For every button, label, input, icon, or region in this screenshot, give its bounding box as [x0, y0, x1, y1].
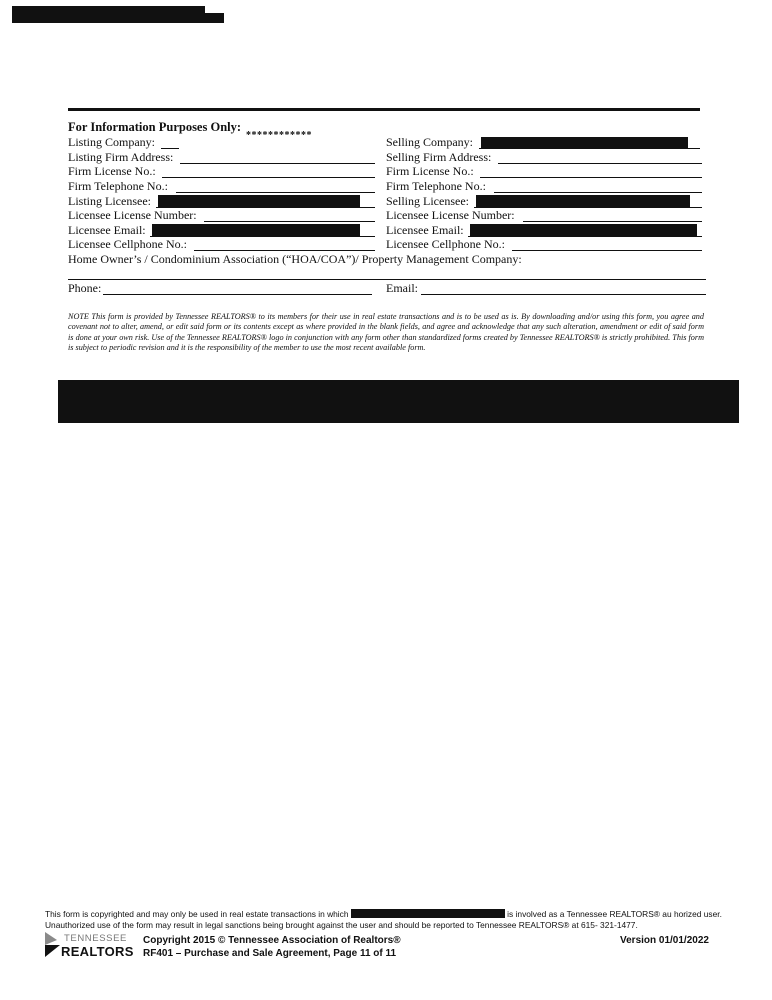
selling-licensee-number-field[interactable]: [523, 209, 702, 222]
selling-licensee-cellphone-label: Licensee Cellphone No.:: [386, 237, 505, 251]
logo-top-text: TENNESSEE: [64, 933, 127, 944]
realtors-mark-icon: [44, 932, 62, 958]
listing-licensee-number-label: Licensee License Number:: [68, 208, 197, 222]
section-rule: [68, 108, 700, 111]
version-label: Version 01/01/2022: [620, 935, 709, 946]
hoa-email-label: Email:: [386, 281, 418, 295]
listing-licensee-email-label: Licensee Email:: [68, 223, 146, 237]
selling-licensee-cellphone-field[interactable]: [512, 238, 702, 251]
hoa-label: Home Owner’s / Condominium Association (“HOA/COA”)/ Property Management Company:: [68, 252, 522, 266]
redaction-selling-licensee: [476, 195, 690, 207]
listing-licensee-label: Listing Licensee:: [68, 194, 151, 208]
selling-firm-license-field[interactable]: [480, 165, 702, 178]
listing-company-field[interactable]: [161, 136, 179, 149]
listing-firm-address-label: Listing Firm Address:: [68, 150, 174, 164]
selling-firm-address-field[interactable]: [498, 151, 702, 164]
hoa-email-field[interactable]: [421, 282, 706, 295]
form-page-line: RF401 – Purchase and Sale Agreement, Page 11 of 11: [143, 948, 397, 959]
listing-firm-address-field[interactable]: [180, 151, 375, 164]
selling-licensee-label: Selling Licensee:: [386, 194, 469, 208]
listing-firm-telephone-label: Firm Telephone No.:: [68, 179, 168, 193]
selling-firm-telephone-field[interactable]: [494, 180, 702, 193]
redaction-selling-email: [470, 224, 697, 236]
listing-firm-license-field[interactable]: [162, 165, 375, 178]
redaction-listing-licensee: [158, 195, 360, 207]
logo-bottom-text: REALTORS: [61, 944, 134, 959]
listing-licensee-number-field[interactable]: [204, 209, 375, 222]
hoa-phone-field[interactable]: [103, 282, 372, 295]
redaction-band: [58, 380, 739, 423]
listing-licensee-cellphone-field[interactable]: [194, 238, 375, 251]
redaction-selling-company: [481, 137, 688, 149]
selling-firm-address-label: Selling Firm Address:: [386, 150, 492, 164]
listing-firm-license-label: Firm License No.:: [68, 164, 156, 178]
selling-company-label: Selling Company:: [386, 135, 473, 149]
selling-licensee-number-label: Licensee License Number:: [386, 208, 515, 222]
selling-licensee-email-label: Licensee Email:: [386, 223, 464, 237]
redaction-listing-email: [152, 224, 360, 236]
hoa-field[interactable]: [68, 267, 706, 280]
form-note: NOTE This form is provided by Tennessee REALTORS® to its members for their use in real estate transactions and is to be used as is. By downloading and/or using this form, you agree and covenant not to alter, amend, or edit said form or its contents except as where provided in the blank fields, and agree and acknowledge that any such alteration, amendment or edit of said form is done at your own risk. Use of the Tennessee REALTORS® logo in conjunction with any form other than standardized forms created by Tennessee REALTORS® is strictly prohibited. This form is subject to periodic revision and it is the responsibility of the member to use the most recent available form.: [68, 312, 704, 352]
selling-firm-telephone-label: Firm Telephone No.:: [386, 179, 486, 193]
redaction-notice: [351, 909, 505, 918]
notice-part-1: This form is copyrighted and may only be used in real estate transactions in which: [45, 909, 349, 919]
copyright-line: Copyright 2015 © Tennessee Association of Realtors®: [143, 935, 401, 946]
listing-firm-telephone-field[interactable]: [176, 180, 375, 193]
tennessee-realtors-logo: [44, 930, 134, 960]
redaction-stars: ************: [246, 130, 312, 141]
notice-part-2: is involved as a Tennessee REALTORS® au horized user. Unauthorized use of the form may result in legal sanctions being brought against the user and should be reported to Tennessee REALTORS® at 615- 321-1477.: [45, 909, 722, 930]
hoa-phone-label: Phone:: [68, 281, 102, 295]
copyright-notice: [45, 909, 745, 930]
copyright-block: [143, 934, 401, 960]
info-title: For Information Purposes Only:: [68, 120, 242, 134]
redaction-header-2: [12, 13, 224, 23]
selling-firm-license-label: Firm License No.:: [386, 164, 474, 178]
listing-company-label: Listing Company:: [68, 135, 155, 149]
listing-licensee-cellphone-label: Licensee Cellphone No.:: [68, 237, 187, 251]
